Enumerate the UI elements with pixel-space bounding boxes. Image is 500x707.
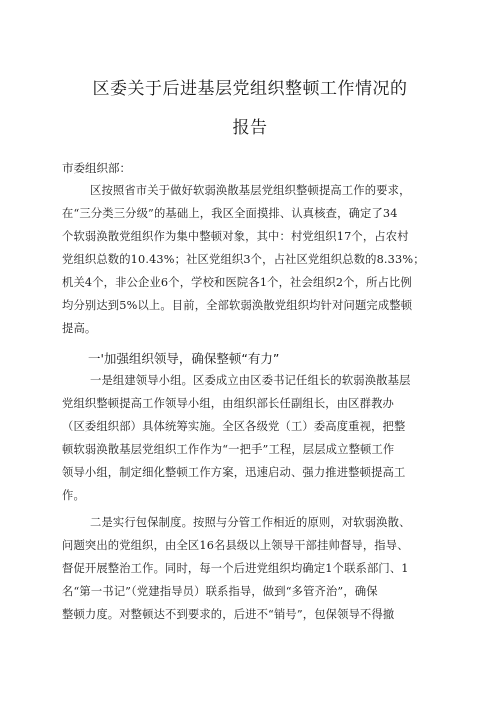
- paragraph-1-line: 一是组建领导小组。区委成立由区委书记任组长的软弱涣散基层: [90, 374, 411, 387]
- paragraph-2-line: 二是实行包保制度。按照与分管工作相近的原则，对软弱涣散、: [90, 516, 411, 529]
- report-title-line-1: 区委关于后进基层党组织整顿工作情况的: [92, 79, 408, 99]
- intro-line: 机关4个，非公企业6个，学校和医院各1个，社会组织2个，所占比例: [62, 276, 412, 289]
- intro-line: 提高。: [62, 322, 97, 335]
- intro-line: 党组织总数的10.43%；社区党组织3个，占社区党组织总数的8.33%；: [62, 253, 425, 266]
- paragraph-1-line: 领导小组，制定细化整顿工作方案，迅速启动、强力推进整顿提高工: [62, 466, 406, 479]
- salutation: 市委组织部：: [62, 161, 131, 175]
- intro-line: 在“三分类三分级”的基础上，我区全面摸排、认真核查，确定了34: [62, 207, 398, 220]
- paragraph-2-line: 名“第一书记”（党建指导员）联系指导，做到“多管齐治”，确保: [62, 585, 378, 598]
- intro-line: 均分别达到5%以上。目前，全部软弱涣散党组织均针对问题完成整顿: [62, 299, 413, 312]
- intro-line: 区按照省市关于做好软弱涣散基层党组织整顿提高工作的要求，: [90, 184, 411, 197]
- paragraph-1-line: （区委组织部）具体统筹实施。全区各级党（工）委高度重视，把整: [62, 420, 406, 433]
- paragraph-2-line: 整顿力度。对整顿达不到要求的，后进不“销号”，包保领导不得撤: [62, 608, 395, 621]
- paragraph-2-line: 问题突出的党组织，由全区16名县级以上领导干部挂帅督导，指导、: [62, 539, 409, 552]
- paragraph-1-line: 党组织整顿提高工作领导小组，由组织部长任副组长，由区群教办: [62, 397, 394, 410]
- section-1-heading: 一'加强组织领导，确保整顿“有力”: [88, 351, 280, 366]
- paragraph-1-line: 作。: [62, 489, 85, 502]
- paragraph-2-line: 督促开展整治工作。同时，每一个后进党组织均确定1个联系部门、1: [62, 562, 409, 575]
- report-title-line-2: 报告: [232, 118, 268, 138]
- intro-line: 个软弱涣散党组织作为集中整顿对象，其中：村党组织17个，占农村: [62, 230, 409, 243]
- paragraph-1-line: 顿软弱涣散基层党组织工作作为“一把手”工程，层层成立整顿工作: [62, 443, 395, 456]
